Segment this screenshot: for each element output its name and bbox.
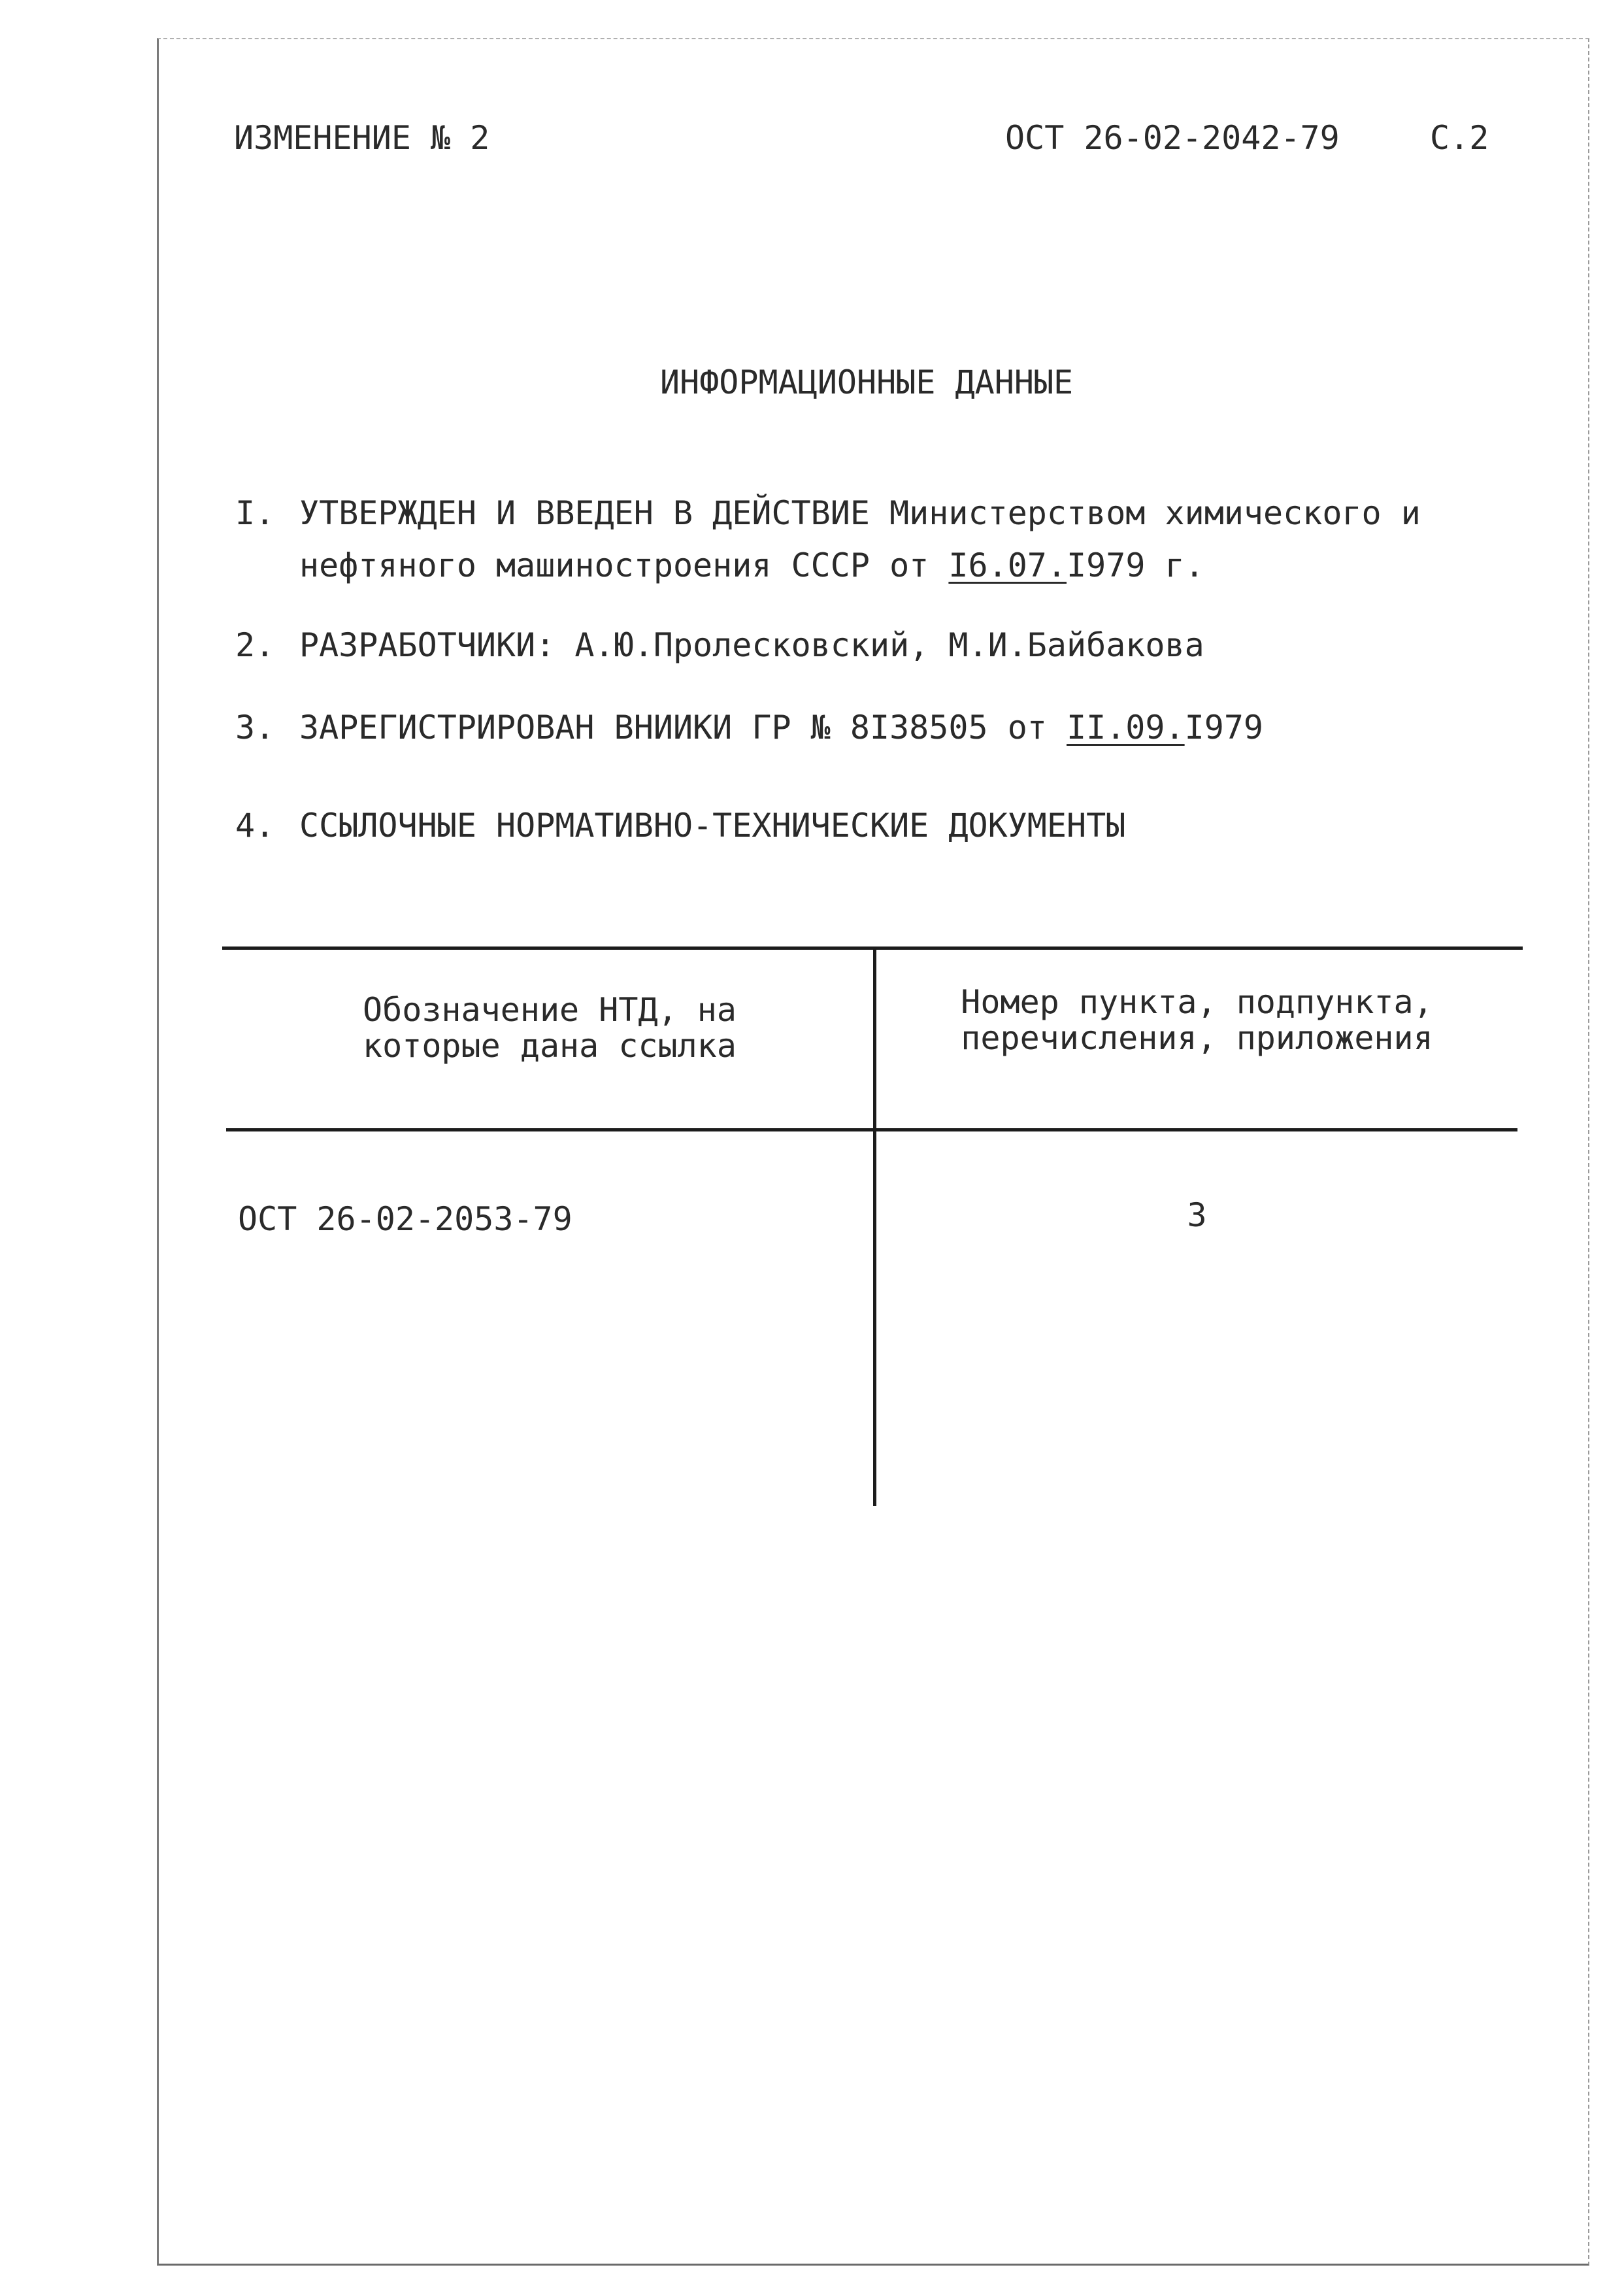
table-header-clause xyxy=(876,984,1517,1056)
table-top-rule xyxy=(222,946,1523,950)
document-title: ИНФОРМАЦИОННЫЕ ДАННЫЕ xyxy=(660,363,1074,401)
item-references xyxy=(235,807,1126,845)
item-text: УТВЕРЖДЕН И ВВЕДЕН В ДЕЙСТВИЕ Министерством химического и xyxy=(299,494,1421,532)
page-number: С.2 xyxy=(1430,119,1489,157)
change-number: ИЗМЕНЕНИЕ № 2 xyxy=(234,119,490,157)
item-number: 2. xyxy=(235,626,275,664)
header-line: которые дана ссылка xyxy=(363,1027,737,1065)
registration-date: II.09. xyxy=(1067,709,1185,746)
approval-date: I6.07. xyxy=(948,546,1067,584)
item-developers xyxy=(235,626,1204,664)
table-header-designation xyxy=(226,992,873,1064)
item-registered xyxy=(235,711,1263,744)
table-cell-designation: ОСТ 26-02-2053-79 xyxy=(238,1200,572,1238)
table-cell-clause: 3 xyxy=(1187,1196,1207,1234)
item-text: I979 xyxy=(1184,709,1264,746)
item-text: I979 г. xyxy=(1067,546,1204,584)
item-number: I. xyxy=(235,494,275,532)
item-approved-continuation xyxy=(299,546,1204,584)
item-number: 3. xyxy=(235,709,275,746)
header-line: Обозначение НТД, на xyxy=(363,991,737,1029)
item-text: ССЫЛОЧНЫЕ НОРМАТИВНО-ТЕХНИЧЕСКИЕ ДОКУМЕНТЫ xyxy=(299,807,1126,845)
header-line: Номер пункта, подпункта, xyxy=(961,983,1433,1021)
standard-number: ОСТ 26-02-2042-79 xyxy=(1005,119,1340,157)
item-text: нефтяного машиностроения СССР от xyxy=(299,546,949,584)
item-approved xyxy=(235,494,1421,532)
table-header-rule xyxy=(226,1128,1517,1131)
item-text: ЗАРЕГИСТРИРОВАН ВНИИКИ ГР № 8I38505 от xyxy=(299,709,1067,746)
item-number: 4. xyxy=(235,807,275,845)
item-text: РАЗРАБОТЧИКИ: А.Ю.Пролесковский, М.И.Байбакова xyxy=(299,626,1204,664)
header-line: перечисления, приложения xyxy=(961,1019,1433,1057)
